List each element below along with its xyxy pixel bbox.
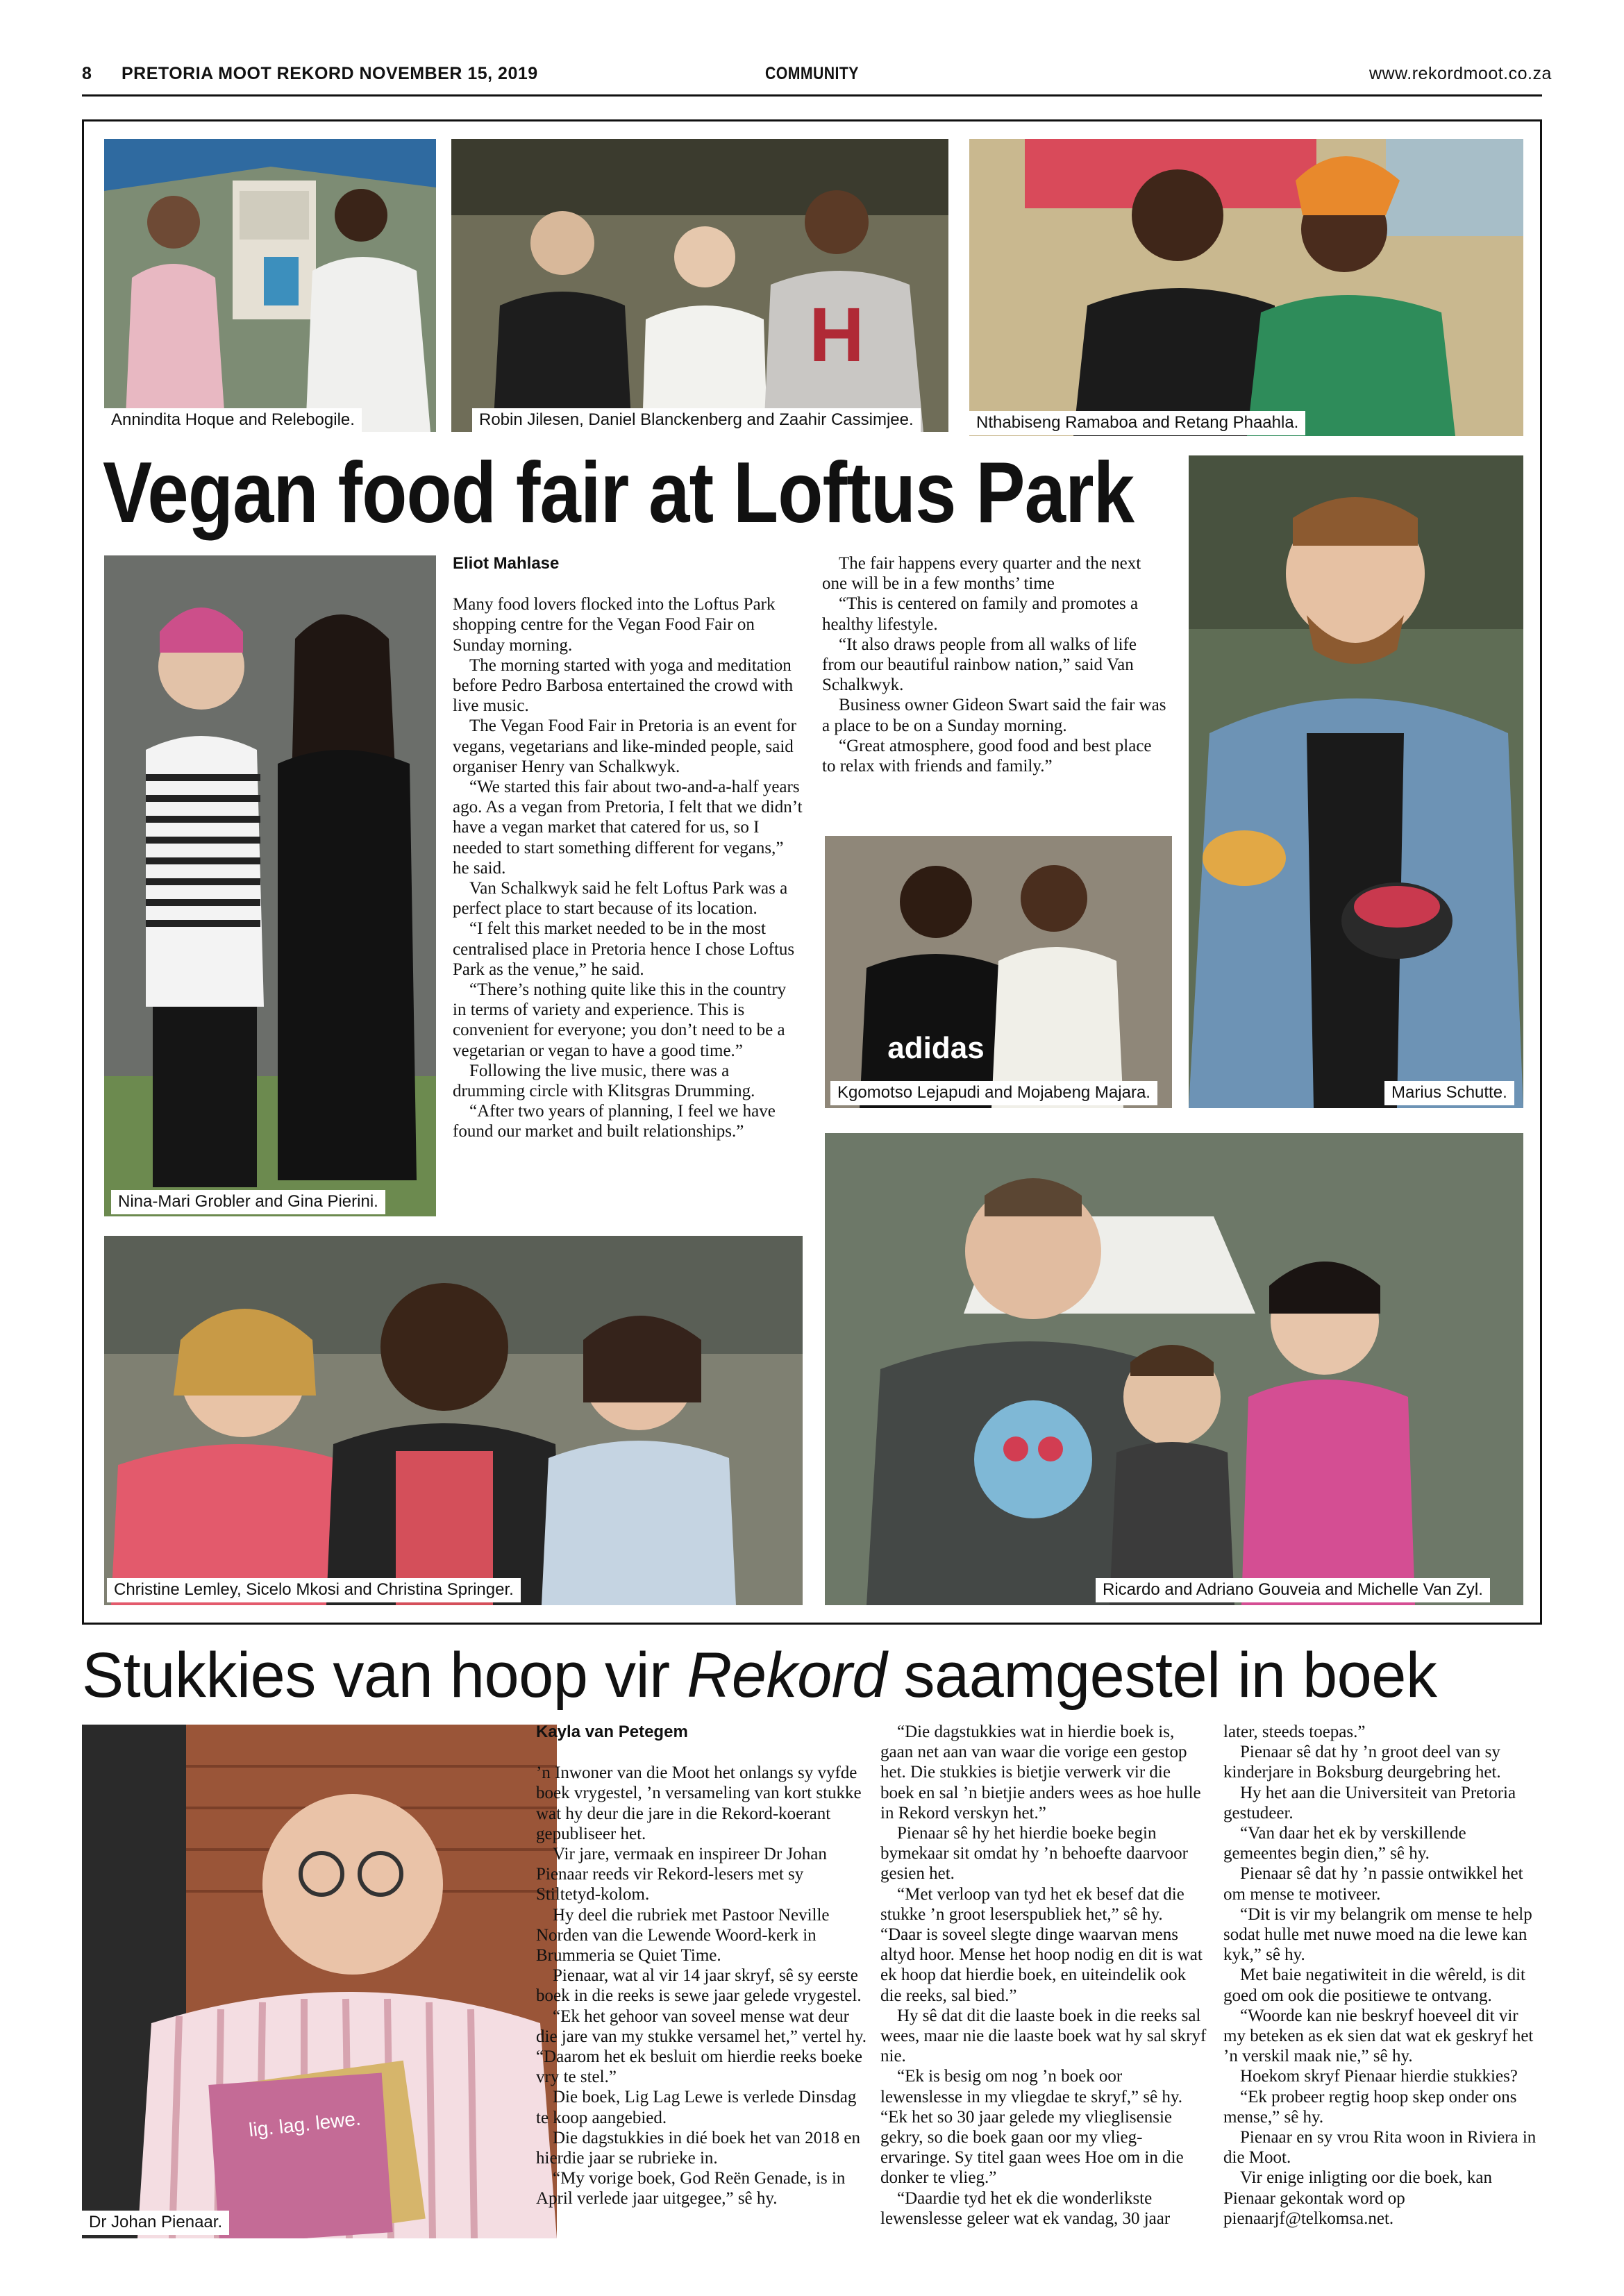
article2-para: ’n Inwoner van die Moot het onlangs sy vyfde boek vrygestel, ’n versameling van kort stukke wat hy deur die jare in die Rekord-koerant gepubliseer het. <box>536 1763 862 1843</box>
article2-para: Vir jare, vermaak en inspireer Dr Johan Pienaar reeds vir Rekord-lesers met sy Stiltetyd-kolom. <box>536 1845 827 1904</box>
article2-para: “Ek is besig om nog ’n boek oor lewenslesse in my vliegdae te skryf,” sê hy. “Ek het so 30 jaar gelede my vlieglisensie gekry, so die boek gaan oor my vlieg-ervaringe. Sy titel gaan wees Hoe om in die donker te vlieg.” <box>880 2067 1184 2188</box>
caption-photo5: Kgomotso Lejapudi and Mojabeng Majara. <box>830 1081 1157 1105</box>
article1-para: The fair happens every quarter and the next one will be in a few months’ time <box>822 554 1141 594</box>
article1-para: Following the live music, there was a drumming circle with Klitsgras Drumming. <box>453 1061 755 1101</box>
article2-para: Die boek, Lig Lag Lewe is verlede Dinsdag te koop aangebied. <box>536 2088 857 2127</box>
article1-para: Van Schalkwyk said he felt Loftus Park was a perfect place to start because of its location. <box>453 879 788 919</box>
caption-photo1: Annindita Hoque and Relebogile. <box>104 408 362 433</box>
article1-para: “I felt this market needed to be in the most centralised place in Pretoria hence I chose Loftus Park as the venue,” he said. <box>453 919 795 979</box>
svg-text:adidas: adidas <box>887 1031 985 1065</box>
article2-byline: Kayla van Petegem <box>536 1723 688 1741</box>
article2-para: later, steeds toepas.” <box>1223 1723 1366 1741</box>
article1-para: “Great atmosphere, good food and best place to relax with friends and family.” <box>822 736 1152 776</box>
article2-para: Pienaar en sy vrou Rita woon in Riviera in die Moot. <box>1223 2128 1537 2168</box>
article1-para: “It also draws people from all walks of life from our beautiful rainbow nation,” said Van Schalkwyk. <box>822 635 1137 695</box>
caption-photo4: Nina-Mari Grobler and Gina Pierini. <box>111 1190 385 1214</box>
article1-para: “We started this fair about two-and-a-half years ago. As a vegan from Pretoria, I felt that we didn’t have a vegan market that catered for us, so I needed to start something different for vegans,” he said. <box>453 778 803 878</box>
article2-headline-pre: Stukkies van hoop vir <box>82 1640 687 1711</box>
article2-headline-post: saamgestel in boek <box>886 1640 1437 1711</box>
article2-para: “Die dagstukkies wat in hierdie boek is, gaan net aan van waar die vorige een gestop het. Die stukkies is bietjie verwerk vir die boek en sal ’n bietjie anders wees as hoe hulle in Rekord verskyn het.” <box>880 1723 1201 1822</box>
photo-grobler-pierini <box>104 555 436 1216</box>
article1-para: The Vegan Food Fair in Pretoria is an event for vegans, vegetarians and like-minded people, said organiser Henry van Schalkwyk. <box>453 717 796 776</box>
article2-col1 <box>536 1722 868 2209</box>
caption-photo7: Christine Lemley, Sicelo Mkosi and Christina Springer. <box>107 1578 521 1602</box>
article2-headline-italic: Rekord <box>687 1640 887 1711</box>
article2-para: “Woorde kan nie beskryf hoeveel dit vir my beteken as ek sien dat wat ek geskryf het ’n verskil maak nie,” sê hy. <box>1223 2006 1534 2066</box>
article1-col1 <box>453 553 803 1142</box>
article2-para: “Ek het gehoor van soveel mense wat deur die jare van my stukke versamel het,” vertel hy. “Daarom het ek besluit om hierdie reeks boeke vry te stel.” <box>536 2006 867 2087</box>
article2-para: Pienaar sê dat hy ’n groot deel van sy kinderjare in Boksburg deurgebring het. <box>1223 1743 1501 1782</box>
photo-lemley-mkosi-springer <box>104 1236 803 1605</box>
article1-headline: Vegan food fair at Loftus Park <box>103 445 1135 541</box>
article1-para: Many food lovers flocked into the Loftus Park shopping centre for the Vegan Food Fair on Sunday morning. <box>453 595 776 655</box>
svg-text:H: H <box>809 292 864 378</box>
article2-para: Hy deel die rubriek met Pastoor Neville Norden van die Lewende Woord-kerk in Brummeria se Quiet Time. <box>536 1905 830 1966</box>
photo-ramaboa-phaahla <box>969 139 1523 436</box>
article2-para: Pienaar, wat al vir 14 jaar skryf, sê sy eerste boek in die reeks is sewe jaar gelede vrygestel. <box>536 1966 862 2006</box>
article1-para: The morning started with yoga and meditation before Pedro Barbosa entertained the crowd with live music. <box>453 655 794 716</box>
article2-para: Vir enige inligting oor die boek, kan Pienaar gekontak word op pienaarjf@telkomsa.net. <box>1223 2168 1493 2228</box>
section-label: COMMUNITY <box>765 64 859 83</box>
photo-johan-pienaar <box>82 1725 557 2238</box>
article2-headline <box>82 1637 1437 1713</box>
header-rule <box>82 94 1542 97</box>
article2-para: Met baie negatiwiteit in die wêreld, is dit goed om ook die positiewe te ontvang. <box>1223 1966 1525 2005</box>
article2-para: “Ek probeer regtig hoop skep onder ons mense,” sê hy. <box>1223 2087 1517 2127</box>
article2-para: Pienaar sê hy het hierdie boeke begin bymekaar sit omdat hy ’n behoefte daarvoor gesien het. <box>880 1824 1188 1884</box>
article2-col3 <box>1223 1722 1543 2229</box>
article2-para: Pienaar sê dat hy ’n passie ontwikkel het om mense te motiveer. <box>1223 1864 1523 1904</box>
caption-photo2: Robin Jilesen, Daniel Blanckenberg and Zaahir Cassimjee. <box>472 408 921 433</box>
publication-line: PRETORIA MOOT REKORD NOVEMBER 15, 2019 <box>122 64 538 83</box>
article2-col2 <box>880 1722 1207 2229</box>
article1-para: “There’s nothing quite like this in the country in terms of variety and experience. This is convenient for everyone; you don’t need to be a vegetarian or vegan to have a good time.” <box>453 980 787 1060</box>
article1-para: “This is centered on family and promotes a healthy lifestyle. <box>822 594 1139 634</box>
article2-para: Hy het aan die Universiteit van Pretoria gestudeer. <box>1223 1783 1516 1822</box>
article1-col2 <box>822 553 1169 776</box>
article1-para: “After two years of planning, I feel we have found our market and built relationships.” <box>453 1102 776 1141</box>
article2-para: “Daardie tyd het ek die wonderlikste lewenslesse geleer wat ek vandag, 30 jaar <box>880 2188 1171 2228</box>
book-cover-title: lig. lag. lewe. <box>247 2107 362 2141</box>
caption-photo9: Dr Johan Pienaar. <box>82 2211 229 2235</box>
photo-schutte <box>1189 455 1523 1108</box>
article1-byline: Eliot Mahlase <box>453 554 560 573</box>
page-number: 8 <box>82 64 92 83</box>
article2-para: “Van daar het ek by verskillende gemeentes begin dien,” sê hy. <box>1223 1824 1466 1863</box>
article2-para: “Dit is vir my belangrik om mense te help sodat hulle met nuwe moed na die lewe kan kyk,” sê hy. <box>1223 1904 1532 1965</box>
article2-para: Die dagstukkies in dié boek het van 2018 en hierdie jaar se rubrieke in. <box>536 2128 860 2168</box>
article1-para: Business owner Gideon Swart said the fair was a place to be on a Sunday morning. <box>822 696 1166 735</box>
article2-para: “My vorige boek, God Reën Genade, is in April verlede jaar uitgegee,” sê hy. <box>536 2169 846 2209</box>
caption-photo8: Ricardo and Adriano Gouveia and Michelle Van Zyl. <box>1096 1578 1490 1602</box>
caption-photo3: Nthabiseng Ramaboa and Retang Phaahla. <box>969 411 1305 435</box>
article2-para: Hoekom skryf Pienaar hierdie stukkies? <box>1240 2067 1518 2086</box>
article2-para: “Met verloop van tyd het ek besef dat die stukke ’n groot leserspubliek het,” sê hy. “Daar is soveel slegte dinge waarvan mens altyd hoor. Mense het hoop nodig en dit is wat ek hoop dat hierdie boek, en uiteindelik ook die reeks, sal bied.” <box>880 1884 1203 2005</box>
photo-hoque-relebogile <box>104 139 436 432</box>
caption-photo6: Marius Schutte. <box>1384 1081 1514 1105</box>
photo-jilesen-blanckenberg-cassimjee <box>451 139 948 432</box>
photo-gouveia-vanzyl <box>825 1133 1523 1605</box>
website-link[interactable]: www.rekordmoot.co.za <box>1369 64 1552 83</box>
photo-lejapudi-majara <box>825 836 1172 1108</box>
article2-para: Hy sê dat dit die laaste boek in die reeks sal wees, maar nie die laaste boek wat hy sal skryf nie. <box>880 2006 1207 2066</box>
